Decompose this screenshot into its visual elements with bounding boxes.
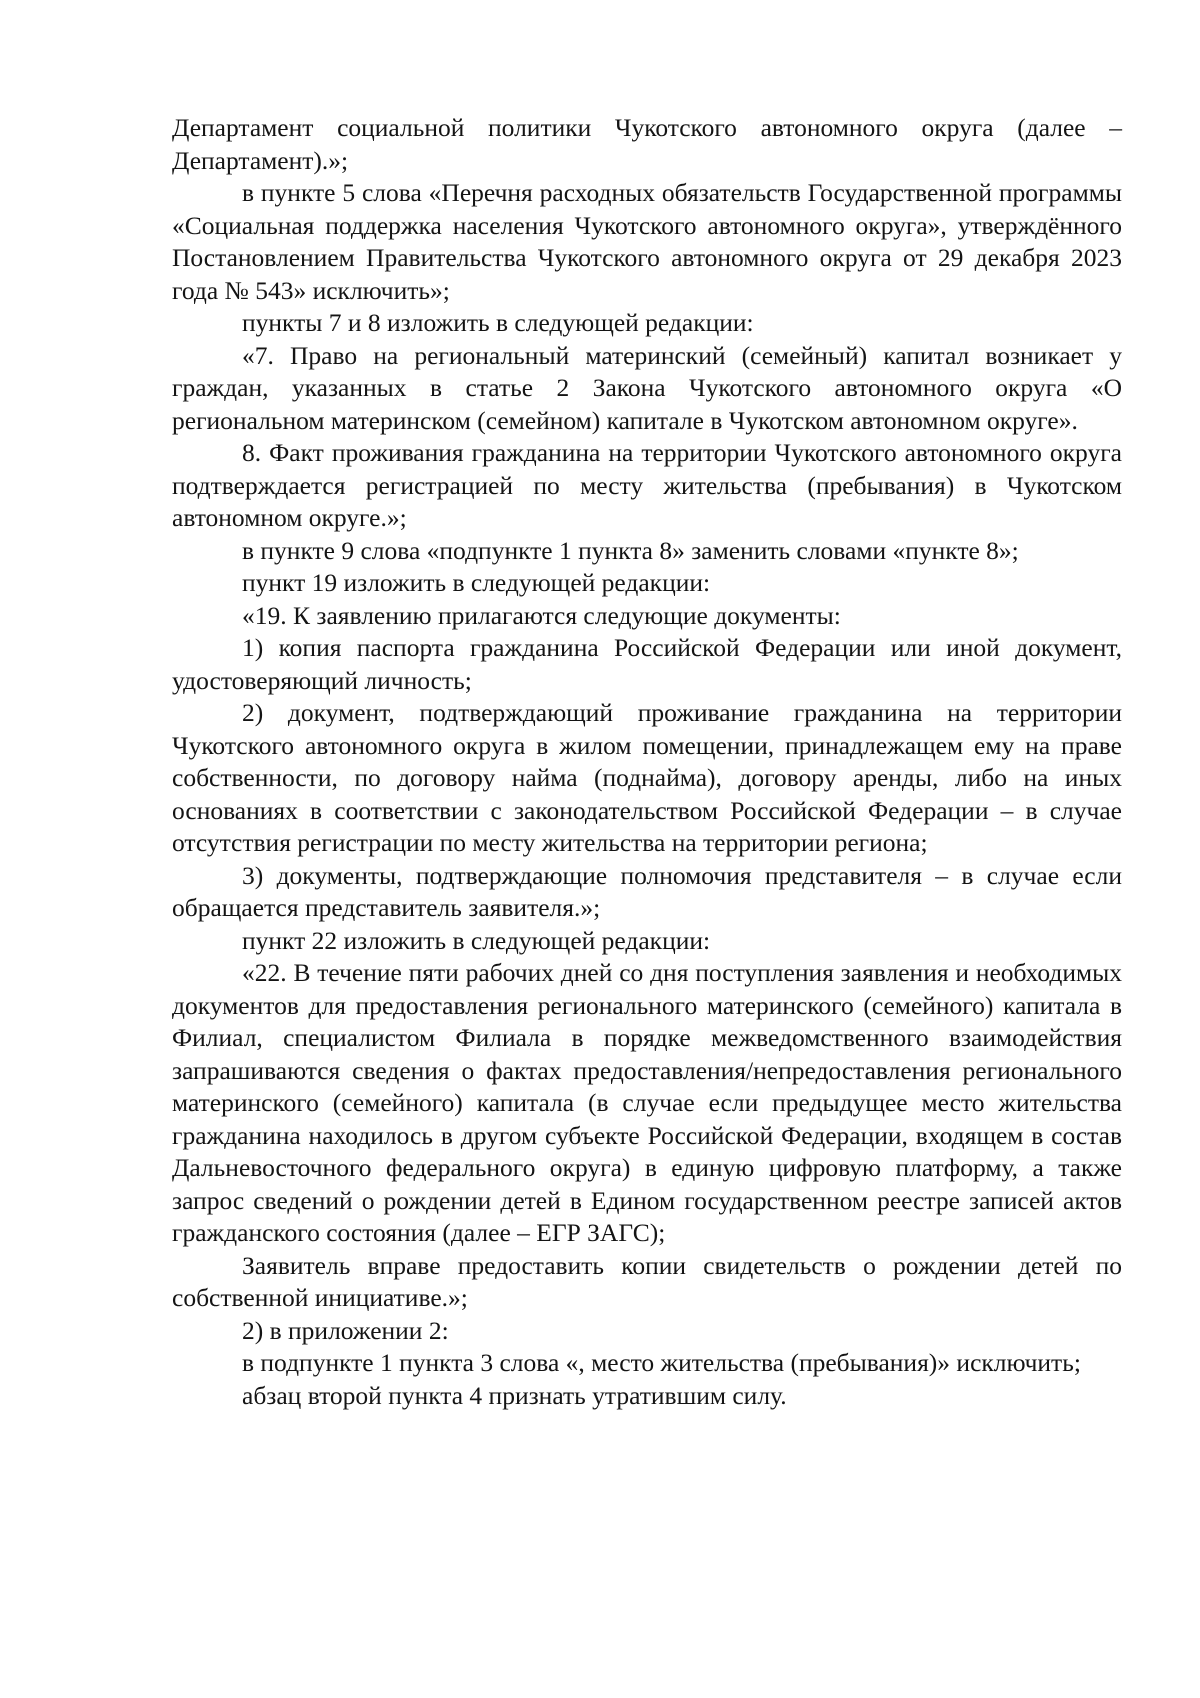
document-body: [172, 112, 1122, 1412]
paragraph-point-19-item-2: 2) документ, подтверждающий проживание гражданина на территории Чукотского автономного округа в жилом помещении, принадлежащем ему на праве собственности, по договору найма (поднайма), договору аренды, либо на иных основаниях в соответствии с законодательством Российской Федерации – в случае отсутствия регистрации по месту жительства на территории региона;: [172, 698, 1122, 857]
paragraph-appendix-2-point-3: в подпункте 1 пункта 3 слова «, место жительства (пребывания)» исключить;: [242, 1348, 1081, 1377]
paragraph-appendix-2-intro: 2) в приложении 2:: [242, 1315, 449, 1345]
paragraph-point-5-amendment: в пункте 5 слова «Перечня расходных обязательств Государственной программы «Социальная поддержка населения Чукотского автономного округа», утверждённого Постановлением Правительства Чукотского автономного округа от 29 декабря 2023 года № 543» исключить»;: [172, 178, 1122, 305]
paragraph-point-19-item-3: 3) документы, подтверждающие полномочия представителя – в случае если обращается представитель заявителя.»;: [172, 860, 1122, 922]
paragraph-point-22-intro: пункт 22 изложить в следующей редакции:: [242, 925, 711, 955]
paragraph-department-definition: Департамент социальной политики Чукотского автономного округа (далее – Департамент).»;: [172, 113, 1122, 175]
paragraph-point-8: 8. Факт проживания гражданина на территории Чукотского автономного округа подтверждается регистрацией по месту жительства (пребывания) в Чукотском автономном округе.»;: [172, 438, 1122, 532]
paragraph-point-19: «19. К заявлению прилагаются следующие документы:: [242, 600, 841, 630]
paragraph-point-19-intro: пункт 19 изложить в следующей редакции:: [242, 568, 711, 597]
paragraph-appendix-2-point-4: абзац второй пункта 4 признать утратившим силу.: [242, 1380, 787, 1410]
paragraph-point-9-amendment: в пункте 9 слова «подпункте 1 пункта 8» заменить словами «пункте 8»;: [242, 535, 1019, 565]
paragraph-point-22-applicant: Заявитель вправе предоставить копии свидетельств о рождении детей по собственной инициативе.»;: [172, 1250, 1122, 1312]
paragraph-point-22: «22. В течение пяти рабочих дней со дня поступления заявления и необходимых документов для предоставления регионального материнского (семейного) капитала в Филиал, специалистом Филиала в порядке межведомственного взаимодействия запрашиваются сведения о фактах предоставления/непредоставления регионального материнского (семейного) капитала (в случае если предыдущее место жительства гражданина находилось в другом субъекте Российской Федерации, входящем в состав Дальневосточного федерального округа) в единую цифровую платформу, а также запрос сведений о рождении детей в Едином государственном реестре записей актов гражданского состояния (далее – ЕГР ЗАГС);: [172, 958, 1122, 1247]
paragraph-points-7-8-intro: пункты 7 и 8 изложить в следующей редакции:: [242, 308, 754, 337]
paragraph-point-7: «7. Право на региональный материнский (семейный) капитал возникает у граждан, указанных в статье 2 Закона Чукотского автономного округа «О региональном материнском (семейном) капитале в Чукотском автономном округе».: [172, 340, 1122, 435]
paragraph-point-19-item-1: 1) копия паспорта гражданина Российской Федерации или иной документ, удостоверяющий личность;: [172, 633, 1122, 695]
